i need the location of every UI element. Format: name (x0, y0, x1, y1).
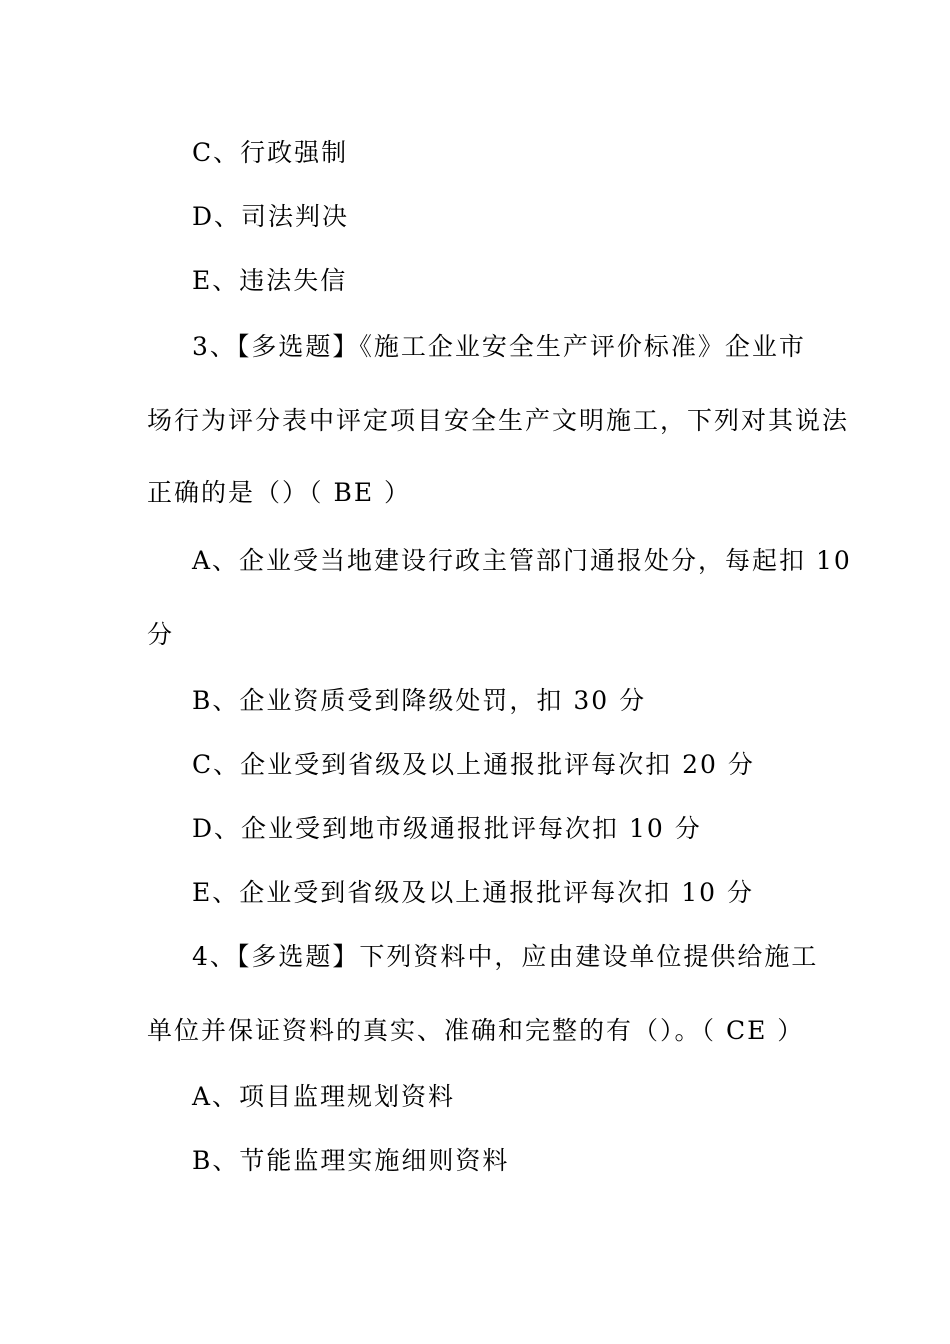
question-3-line-1: 3、【多选题】《施工企业安全生产评价标准》企业市 (192, 332, 806, 361)
option-e-q2: E、违法失信 (192, 266, 348, 295)
option-b-q4: B、节能监理实施细则资料 (192, 1146, 510, 1175)
option-e-q3: E、企业受到省级及以上通报批评每次扣 10 分 (192, 878, 754, 907)
question-4-line-2: 单位并保证资料的真实、准确和完整的有（）。（ CE ） (147, 1016, 805, 1045)
question-3-line-2: 场行为评分表中评定项目安全生产文明施工，下列对其说法 (147, 406, 850, 435)
option-a-q3-line-2: 分 (147, 620, 175, 649)
option-a-q4: A、项目监理规划资料 (192, 1082, 456, 1111)
option-d-q2: D、司法判决 (192, 202, 350, 231)
option-d-q3: D、企业受到地市级通报批评每次扣 10 分 (192, 814, 702, 843)
question-4-line-1: 4、【多选题】下列资料中，应由建设单位提供给施工 (192, 942, 819, 971)
option-a-q3-line-1: A、企业受当地建设行政主管部门通报处分，每起扣 10 (192, 546, 852, 575)
option-b-q3: B、企业资质受到降级处罚，扣 30 分 (192, 686, 647, 715)
option-c-q2: C、行政强制 (192, 138, 349, 167)
option-c-q3: C、企业受到省级及以上通报批评每次扣 20 分 (192, 750, 755, 779)
question-3-line-3: 正确的是（）（ BE ） (147, 478, 412, 507)
